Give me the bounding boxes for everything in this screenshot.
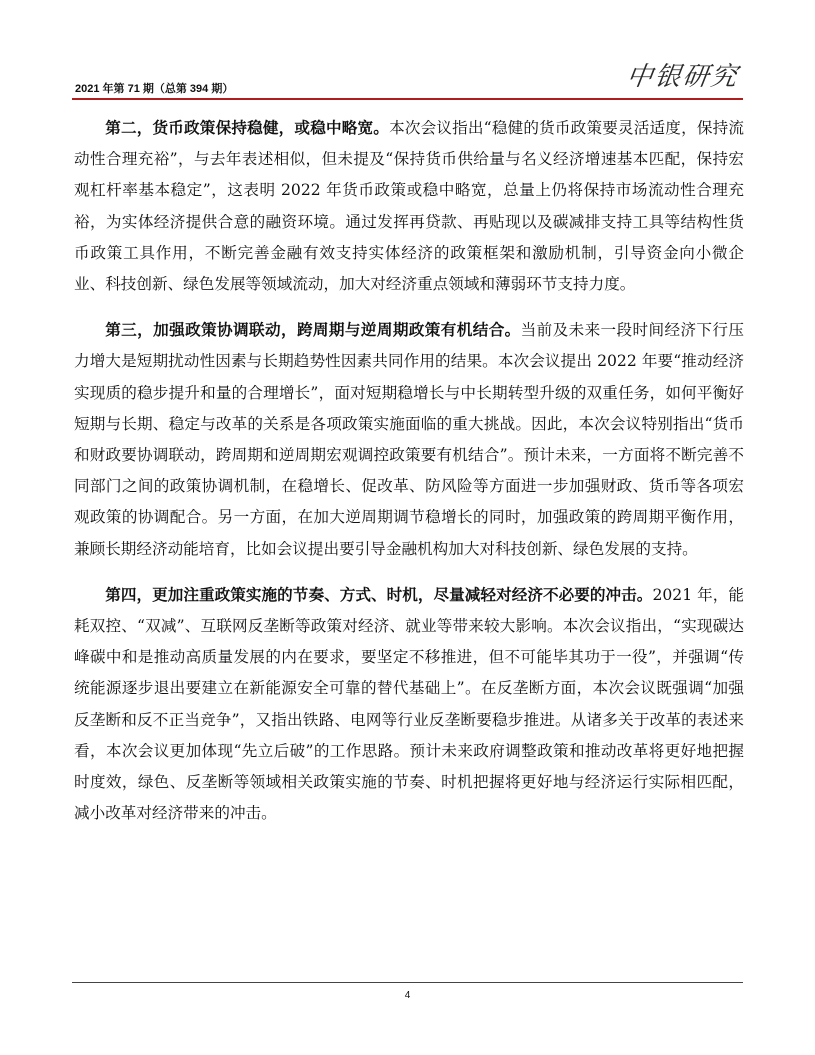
paragraph-policy-coordination bbox=[74, 314, 744, 565]
paragraph-lead: 第三，加强政策协调联动，跨周期与逆周期政策有机结合。 bbox=[105, 320, 521, 340]
paragraph-lead: 第二，货币政策保持稳健，或稳中略宽。 bbox=[105, 118, 390, 137]
paragraph-text: 本次会议指出“稳健的货币政策要灵活适度，保持流动性合理充裕”，与去年表述相似，但未提及“保持货币供给量与名义经济增速基本匹配，保持宏观杠杆率基本稳定”，这表明 2022 年货币政策或稳中略宽，总量上仍将保持市场流动性合理充裕，为实体经济提供合意的融资环境。通过发挥再贷款、再贴现以及碳减排支持工具等结构性货币政策工具作用，不断完善金融有效支持实体经济的政策框架和激励机制，引导资金向小微企业、科技创新、绿色发展等领域流动，加大对经济重点领域和薄弱环节支持力度。 bbox=[74, 119, 744, 294]
footer-divider bbox=[72, 982, 743, 983]
header-divider bbox=[72, 98, 743, 100]
paragraph-text: 当前及未来一段时间经济下行压力增大是短期扰动性因素与长期趋势性因素共同作用的结果。本次会议提出 2022 年要“推动经济实现质的稳步提升和量的合理增长”，面对短期稳增长与中长期转型升级的双重任务，如何平衡好短期与长期、稳定与改革的关系是各项政策实施面临的重大挑战。因此，本次会议特别指出“货币和财政要协调联动，跨周期和逆周期宏观调控政策要有机结合”。预计未来，一方面将不断完善不同部门之间的政策协调机制，在稳增长、促改革、防风险等方面进一步加强财政、货币等各项宏观政策的协调配合。另一方面，在加大逆周期调节稳增长的同时，加强政策的跨周期平衡作用，兼顾长期经济动能培育，比如会议提出要引导金融机构加大对科技创新、绿色发展的支持。 bbox=[74, 321, 744, 558]
page-number: 4 bbox=[404, 990, 411, 1001]
issue-label: 2021 年第 71 期（总第 394 期） bbox=[75, 83, 234, 95]
paragraph-policy-timing bbox=[74, 579, 744, 830]
publication-logo: 中银研究 bbox=[624, 62, 741, 92]
paragraph-monetary-policy bbox=[74, 112, 744, 300]
document-body bbox=[74, 112, 744, 843]
paragraph-text: 2021 年，能耗双控、“双减”、互联网反垄断等政策对经济、就业等带来较大影响。本次会议指出，“实现碳达峰碳中和是推动高质量发展的内在要求，要坚定不移推进，但不可能毕其功于一役”，并强调“传统能源逐步退出要建立在新能源安全可靠的替代基础上”。在反垄断方面，本次会议既强调“加强反垄断和反不正当竞争”，又指出铁路、电网等行业反垄断要稳步推进。从诸多关于改革的表述来看，本次会议更加体现“先立后破”的工作思路。预计未来政府调整政策和推动改革将更好地把握时度效，绿色、反垄断等领域相关政策实施的节奏、时机把握将更好地与经济运行实际相匹配，减小改革对经济带来的冲击。 bbox=[74, 585, 744, 823]
paragraph-lead: 第四，更加注重政策实施的节奏、方式、时机，尽量减轻对经济不必要的冲击。 bbox=[105, 584, 653, 604]
